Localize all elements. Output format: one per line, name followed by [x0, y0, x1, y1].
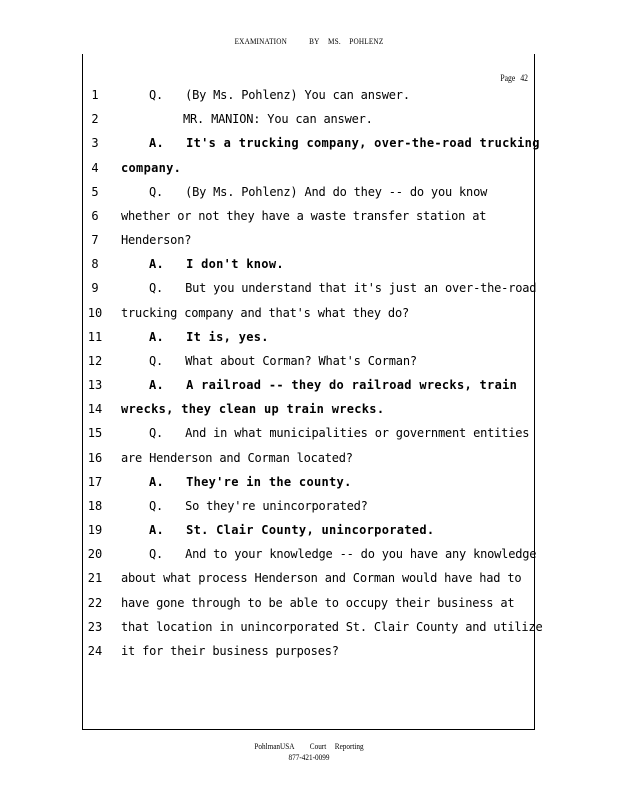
transcript-line [121, 306, 409, 320]
line-text: (By Ms. Pohlenz) And do they -- do you know [185, 184, 488, 199]
transcript-line [121, 233, 191, 247]
speaker-label: Q. [149, 426, 164, 441]
transcript-line [121, 354, 417, 368]
header-examination: EXAMINATION [234, 36, 288, 46]
line-number: 24 [87, 643, 103, 658]
transcript-line [121, 136, 540, 150]
line-number: 19 [87, 523, 103, 538]
line-text: What about Corman? What's Corman? [185, 353, 417, 368]
line-number: 15 [87, 426, 103, 441]
line-text: about what process Henderson and Corman would have had to [121, 571, 522, 586]
transcript-line [121, 257, 284, 271]
line-number: 8 [91, 257, 99, 272]
line-number: 2 [91, 112, 99, 127]
header-by: BY [309, 36, 320, 46]
speaker-label: Q. [149, 547, 164, 562]
line-number: 6 [91, 208, 99, 223]
line-text: it for their business purposes? [121, 643, 339, 658]
transcript-line [121, 426, 529, 440]
transcript-line [121, 402, 384, 416]
transcript-line [121, 499, 368, 513]
speaker-label: Q. [149, 184, 164, 199]
transcript-line [121, 88, 410, 102]
transcript-line [121, 209, 486, 223]
line-text: St. Clair County, unincorporated. [186, 523, 435, 538]
line-number: 1 [91, 88, 99, 102]
transcript-line [121, 475, 352, 489]
line-text: It is, yes. [186, 329, 269, 344]
speaker-label: Q. [149, 353, 164, 368]
transcript-line [121, 571, 521, 585]
header-name: POHLENZ [349, 36, 384, 46]
speaker-label: Q. [149, 281, 164, 296]
line-text: are Henderson and Corman located? [121, 450, 353, 465]
transcript-line [121, 620, 542, 634]
margin-line-bottom [82, 729, 535, 730]
line-text: company. [121, 160, 182, 175]
line-text: that location in unincorporated St. Clair County and utilize [121, 619, 543, 634]
footer-company-court: Court [309, 741, 327, 751]
line-number: 10 [87, 305, 103, 320]
transcript-line [121, 185, 487, 199]
line-number: 16 [87, 450, 103, 465]
line-text: Henderson? [121, 233, 192, 248]
line-number: 5 [91, 184, 99, 199]
line-number: 23 [87, 619, 103, 634]
transcript-line [121, 281, 536, 295]
speaker-label: A. [149, 523, 165, 538]
line-number: 14 [87, 402, 103, 417]
page-header [46, 36, 571, 46]
line-number: 3 [91, 136, 99, 151]
line-text: And to your knowledge -- do you have any knowledge [185, 547, 537, 562]
page-label: Page [500, 73, 516, 83]
speaker-label: Q. [149, 498, 164, 513]
line-text: A railroad -- they do railroad wrecks, train [186, 378, 518, 393]
transcript-line [121, 451, 353, 465]
line-text: But you understand that it's just an over-the-road [185, 281, 537, 296]
page-number [487, 73, 528, 83]
line-text: And in what municipalities or government entities [185, 426, 530, 441]
line-number: 22 [87, 595, 103, 610]
line-number: 11 [87, 329, 103, 344]
transcript-line [121, 112, 373, 126]
transcript-line [121, 547, 536, 561]
header-ms: MS. [328, 36, 341, 46]
line-text: So they're unincorporated? [185, 498, 368, 513]
line-text: MR. MANION: You can answer. [183, 112, 373, 127]
footer-company [46, 741, 571, 752]
line-number: 12 [87, 353, 103, 368]
line-text: whether or not they have a waste transfer station at [121, 208, 487, 223]
transcript-line [121, 161, 181, 175]
speaker-label: A. [149, 329, 165, 344]
speaker-label: Q. [149, 88, 164, 102]
line-text: They're in the county. [186, 474, 352, 489]
footer-phone: 877-421-0099 [288, 752, 330, 762]
line-number: 20 [87, 547, 103, 562]
line-text: It's a trucking company, over-the-road trucking [186, 136, 540, 151]
speaker-label: A. [149, 136, 165, 151]
line-text: (By Ms. Pohlenz) You can answer. [185, 88, 410, 102]
line-text: trucking company and that's what they do? [121, 305, 410, 320]
margin-line-left [82, 54, 83, 730]
transcript-line [121, 596, 514, 610]
line-text: I don't know. [186, 257, 284, 272]
line-number: 21 [87, 571, 103, 586]
line-number: 17 [87, 474, 103, 489]
line-text: have gone through to be able to occupy their business at [121, 595, 515, 610]
footer-company-name: PohlmanUSA [254, 741, 295, 751]
page-number-value: 42 [520, 73, 528, 83]
speaker-label: A. [149, 378, 165, 393]
speaker-label: A. [149, 474, 165, 489]
line-number: 13 [87, 378, 103, 393]
footer-company-reporting: Reporting [334, 741, 364, 751]
speaker-label: A. [149, 257, 165, 272]
line-number: 18 [87, 498, 103, 513]
transcript-line [121, 378, 517, 392]
line-number: 7 [91, 233, 99, 248]
line-text: wrecks, they clean up train wrecks. [121, 402, 385, 417]
line-number: 4 [91, 160, 99, 175]
line-number: 9 [91, 281, 99, 296]
page-footer [46, 741, 571, 763]
transcript-line [121, 644, 339, 658]
transcript-line [121, 330, 269, 344]
transcript-line [121, 523, 434, 537]
